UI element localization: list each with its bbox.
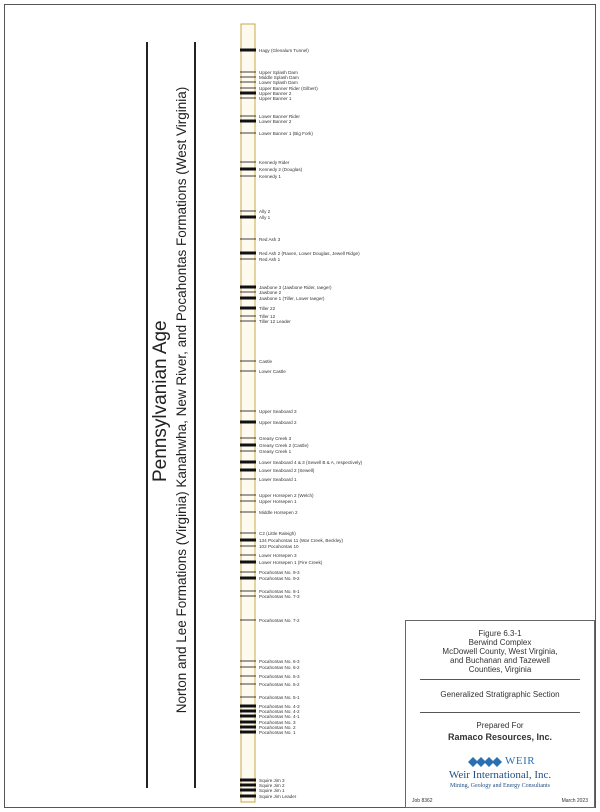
seam-label: Squire Jim Leader (259, 794, 297, 799)
seam-label: Tiller 22 (259, 306, 276, 311)
seam-label: Jawbone 1 (Tiller, Lower Iaeger) (259, 296, 325, 301)
seam-label: Pocahontas No. 5-1 (259, 695, 300, 700)
seam-label: Hagy (Glenalum Tunnel) (259, 48, 309, 53)
prepared-for-label: Prepared For (476, 721, 524, 730)
seam-label: Upper Banner Rider (Gilbert) (259, 86, 318, 91)
seam-label: Red Ash 3 (259, 237, 281, 242)
seam-label: Red Ash 1 (259, 257, 281, 262)
seam-label: Pocahontas No. 5-3 (259, 674, 300, 679)
seam-label: Upper Seaboard 3 (259, 409, 297, 414)
seam-label: Squire Jim 3 (259, 778, 285, 783)
seam-label: Pocahontas No. 4-3 (259, 704, 300, 709)
seam-label: Lower Seaboard 2 (Sewell) (259, 468, 315, 473)
seam-label: Squire Jim 1 (259, 788, 285, 793)
figure-number: Figure 6.3-1 (478, 629, 522, 638)
location-line-1: McDowell County, West Virginia, (442, 647, 558, 656)
seam-label: Greasy Creek 2 (Castle) (259, 443, 309, 448)
complex-name: Berwind Complex (468, 638, 532, 647)
seam-label: Pocahontas No. 5-2 (259, 682, 300, 687)
seam-label: Upper Horsepen 2 (Welch) (259, 493, 314, 498)
seam-label: Pocahontas No. 8-1 (259, 589, 300, 594)
seam-label: Lower Castle (259, 369, 286, 374)
seam-label: 134 Pocahontas 11 (War Creek, Beckley) (259, 538, 344, 543)
location-line-3: Counties, Virginia (468, 665, 532, 674)
title-rule-1 (420, 679, 580, 680)
seam-label: 102 Pocahontas 10 (259, 544, 299, 549)
seam-label: Kennedy 2 (Douglas) (259, 167, 303, 172)
seam-label: Pocahontas No. 6-3 (259, 659, 300, 664)
seam-label: Upper Horsepen 1 (259, 499, 297, 504)
seam-label: Lower Banner 1 (Big Fork) (259, 131, 313, 136)
seam-label: Ally 1 (259, 215, 271, 220)
seam-label: Lower Seaboard 1 (259, 477, 297, 482)
seam-label: Pocahontas No. 3 (259, 720, 296, 725)
seam-label: Middle Splash Dam (259, 75, 299, 80)
seam-label: Upper Banner 1 (259, 96, 292, 101)
seam-label: Kennedy 1 (259, 174, 281, 179)
seam-label: Pocahontas No. 7-3 (259, 594, 300, 599)
seam-label: Upper Seaboard 2 (259, 420, 297, 425)
issue-date: March 2023 (561, 798, 588, 804)
column-body (241, 24, 255, 802)
seam-label: Upper Splash Dam (259, 70, 298, 75)
logo-text: WEIR (505, 755, 536, 767)
seam-label: Lower Horsepen 3 (259, 553, 297, 558)
seam-label: Upper Banner 2 (259, 91, 292, 96)
age-label: Pennsylvanian Age (150, 320, 171, 482)
seam-label: Jawbone 3 (Jawbone Rider, Iaeger) (259, 285, 332, 290)
seam-label: Pocahontas No. 7-2 (259, 618, 300, 623)
title-rule-2 (420, 712, 580, 713)
client-name: Ramaco Resources, Inc. (447, 732, 553, 742)
seam-label: Pocahontas No. 4-2 (259, 709, 300, 714)
diamond-chain-icon (468, 756, 502, 768)
seam-label: Pocahontas No. 6-2 (259, 665, 300, 670)
company-tagline: Mining, Geology and Energy Consultants (449, 783, 551, 789)
seam-label: Lower Seaboard 4 & 3 (Sewell B & A, respectively) (259, 460, 363, 465)
seam-label: Kennedy Rider (259, 160, 290, 165)
seam-label: Tiller 12 Leader (259, 319, 291, 324)
weir-logo (468, 755, 540, 769)
seam-label: Pocahontas No. 1 (259, 730, 296, 735)
seam-label: C2 (Little Raleigh) (259, 531, 296, 536)
seam-label: Greasy Creek 3 (259, 436, 292, 441)
seam-label: Ally 2 (259, 209, 271, 214)
seam-label: Tiller 12 (259, 314, 276, 319)
seam-label: Red Ash 2 (Raven, Lower Douglas, Jewell Ridge) (259, 251, 360, 256)
seam-label: Pocahontas No. 2 (259, 725, 296, 730)
seam-label: Lower Horsepen 1 (Fire Creek) (259, 560, 323, 565)
company-name: Weir International, Inc. (448, 769, 552, 781)
seam-label: Lower Splash Dam (259, 80, 298, 85)
title-block (405, 620, 595, 808)
seam-label: Greasy Creek 1 (259, 449, 292, 454)
seam-label: Pocahontas No. 4-1 (259, 714, 300, 719)
seam-label: Squire Jim 2 (259, 783, 285, 788)
seam-label: Castle (259, 359, 273, 364)
seam-label: Pocahontas No. 9-2 (259, 576, 300, 581)
location-line-2: and Buchanan and Tazewell (450, 656, 550, 665)
seam-label: Middle Horsepen 2 (259, 510, 298, 515)
formations-label: Norton and Lee Formations (Virginia) Kanahwha, New River, and Pocahontas Formations (West Virginia) (174, 86, 189, 714)
seam-label: Lower Banner 2 (259, 119, 292, 124)
seam-label: Pocahontas No. 9-3 (259, 570, 300, 575)
seam-label: Jawbone 2 (259, 290, 282, 295)
section-subtitle: Generalized Stratigraphic Section (440, 690, 560, 699)
job-number: Job 8362 (412, 798, 433, 804)
seam-label: Lower Banner Rider (259, 114, 300, 119)
